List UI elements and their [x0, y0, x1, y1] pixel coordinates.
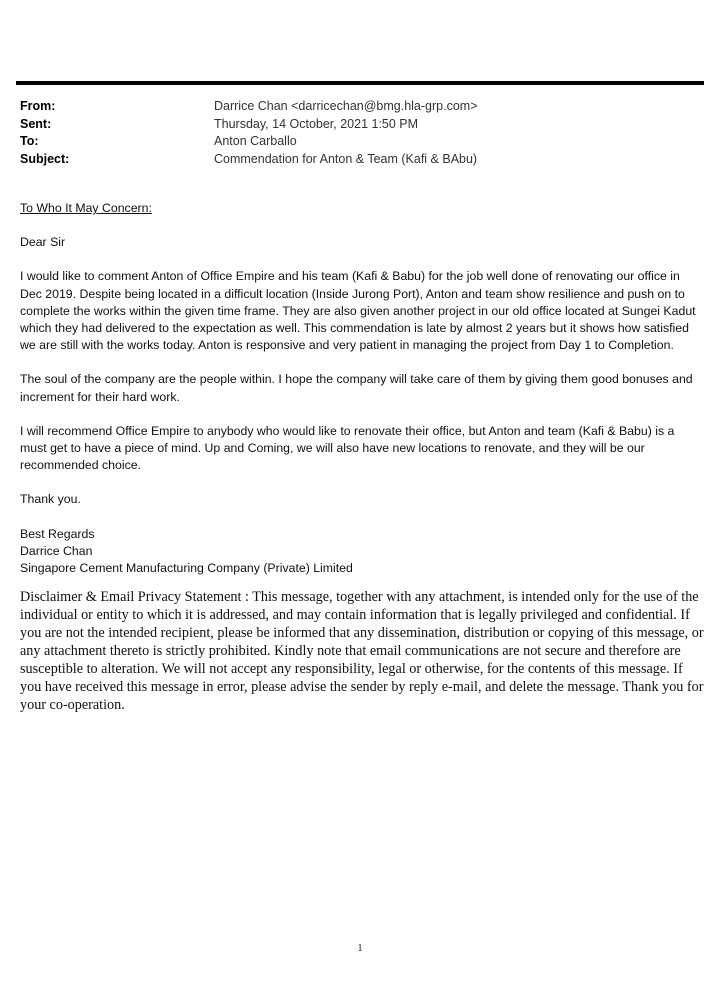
company-name: Singapore Cement Manufacturing Company (Private) Limited [20, 561, 353, 576]
concern-line: To Who It May Concern: [20, 201, 152, 215]
page-number: 1 [357, 942, 363, 954]
body-paragraph-3: I will recommend Office Empire to anybody who would like to renovate their office, but Anton and team (Kafi & Babu) is a must get to have a piece of mind. Up and Coming, we will also have new locations to renovate, and they will be our recommended choice. [20, 423, 675, 473]
email-body [20, 200, 704, 577]
disclaimer-text: Disclaimer & Email Privacy Statement : This message, together with any attachment, is intended only for the use of the individual or entity to which it is addressed, and may contain information that is legally privileged and confidential. If you are not the intended recipient, please be informed that any dissemination, distribution or copying of this message, or any attachment thereto is strictly prohibited. Kindly note that email communications are not secure and therefore are susceptible to alteration. We will not accept any responsibility, legal or otherwise, for the contents of this message. If you have received this message in error, please advise the sender by reply e-mail, and delete the message. Thank you for your co-operation. [20, 589, 704, 713]
subject-label: Subject: [20, 151, 70, 166]
signature-block [20, 526, 704, 578]
body-paragraph-2: The soul of the company are the people within. I hope the company will take care of them by giving them good bonuses and increment for their hard work. [20, 372, 693, 404]
subject-value: Commendation for Anton & Team (Kafi & BAbu) [214, 151, 478, 166]
to-row [20, 133, 700, 151]
thanks-line: Thank you. [20, 492, 81, 507]
from-row [20, 98, 700, 116]
salutation: Dear Sir [20, 235, 66, 250]
to-label: To: [20, 134, 39, 148]
email-header [20, 98, 700, 168]
sent-row [20, 116, 700, 134]
from-label: From: [20, 99, 56, 113]
header-divider [16, 81, 704, 85]
sender-name: Darrice Chan [20, 543, 93, 558]
sent-value: Thursday, 14 October, 2021 1:50 PM [214, 116, 419, 131]
body-paragraph-1: I would like to comment Anton of Office Empire and his team (Kafi & Babu) for the job well done of renovating our office in Dec 2019. Despite being located in a difficult location (Inside Jurong Port), Anton and team show resilience and push on to complete the works within the given time frame. They are also given another project in our old office located at Sungei Kadut which they had delivered to the expectation as well. This commendation is late by almost 2 years but it shows how satisfied we are still with the works today. Anton is responsive and very patient in managing the project from Day 1 to Completion. [20, 269, 696, 353]
from-value: Darrice Chan <darricechan@bmg.hla-grp.com> [214, 99, 478, 113]
regards-line: Best Regards [20, 526, 95, 541]
to-value: Anton Carballo [214, 134, 297, 148]
subject-row [20, 151, 700, 169]
sent-label: Sent: [20, 116, 52, 131]
